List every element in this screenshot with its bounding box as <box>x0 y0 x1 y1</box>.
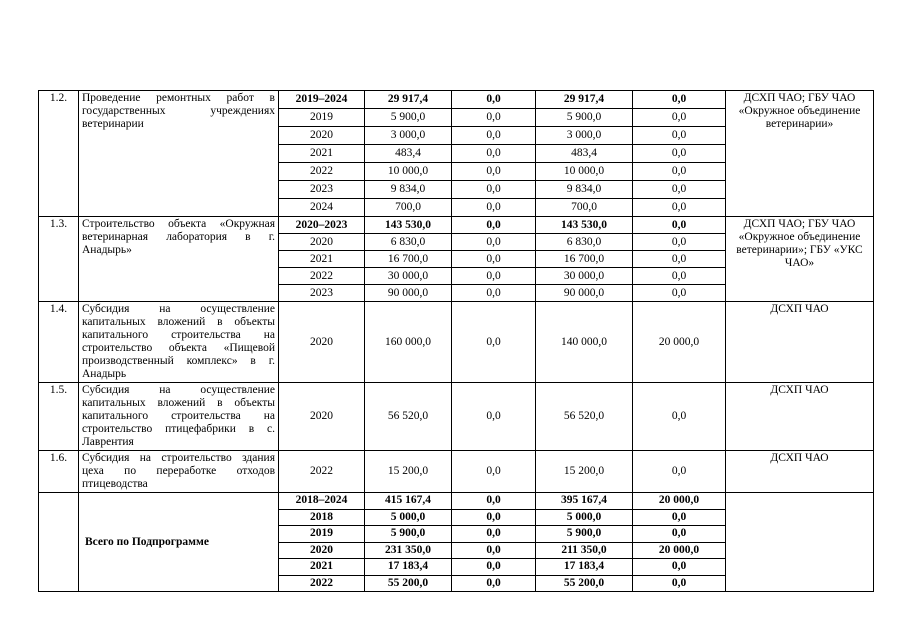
regional-amount-cell: 17 183,4 <box>536 559 633 576</box>
total-amount-cell: 30 000,0 <box>365 268 452 285</box>
total-amount-cell: 3 000,0 <box>365 127 452 145</box>
total-amount-cell: 415 167,4 <box>365 493 452 510</box>
other-amount-cell: 0,0 <box>633 109 726 127</box>
total-amount-cell: 483,4 <box>365 145 452 163</box>
total-amount-cell: 143 530,0 <box>365 217 452 234</box>
federal-amount-cell: 0,0 <box>452 493 536 510</box>
total-amount-cell: 9 834,0 <box>365 181 452 199</box>
executor-cell: ДСХП ЧАО <box>726 451 874 493</box>
regional-amount-cell: 143 530,0 <box>536 217 633 234</box>
federal-amount-cell: 0,0 <box>452 181 536 199</box>
period-cell: 2024 <box>279 199 365 217</box>
total-amount-cell: 55 200,0 <box>365 575 452 592</box>
federal-amount-cell: 0,0 <box>452 268 536 285</box>
total-amount-cell: 29 917,4 <box>365 91 452 109</box>
event-description: Субсидия на осуществление капитальных вложений в объекты капитального строительства на строительство птицефабрики в с. Лаврентия <box>79 383 279 451</box>
period-cell: 2020 <box>279 234 365 251</box>
other-amount-cell: 0,0 <box>633 526 726 543</box>
other-amount-cell: 0,0 <box>633 181 726 199</box>
period-cell: 2020 <box>279 542 365 559</box>
federal-amount-cell: 0,0 <box>452 285 536 302</box>
other-amount-cell: 0,0 <box>633 163 726 181</box>
regional-amount-cell: 10 000,0 <box>536 163 633 181</box>
federal-amount-cell: 0,0 <box>452 127 536 145</box>
period-cell: 2019 <box>279 526 365 543</box>
regional-amount-cell: 16 700,0 <box>536 251 633 268</box>
regional-amount-cell: 140 000,0 <box>536 302 633 383</box>
other-amount-cell: 20 000,0 <box>633 542 726 559</box>
total-executor-cell <box>726 493 874 592</box>
period-cell: 2022 <box>279 451 365 493</box>
regional-amount-cell: 55 200,0 <box>536 575 633 592</box>
row-number: 1.6. <box>39 451 79 493</box>
period-cell: 2021 <box>279 559 365 576</box>
other-amount-cell: 0,0 <box>633 559 726 576</box>
row-number: 1.5. <box>39 383 79 451</box>
federal-amount-cell: 0,0 <box>452 109 536 127</box>
period-cell: 2019–2024 <box>279 91 365 109</box>
other-amount-cell: 0,0 <box>633 251 726 268</box>
period-cell: 2020 <box>279 302 365 383</box>
other-amount-cell: 20 000,0 <box>633 302 726 383</box>
event-description: Строительство объекта «Окружная ветеринарная лаборатория в г. Анадырь» <box>79 217 279 302</box>
total-index-cell <box>39 493 79 592</box>
row-number: 1.2. <box>39 91 79 217</box>
other-amount-cell: 0,0 <box>633 575 726 592</box>
table-row <box>39 451 874 493</box>
federal-amount-cell: 0,0 <box>452 199 536 217</box>
row-number: 1.4. <box>39 302 79 383</box>
period-cell: 2020 <box>279 383 365 451</box>
other-amount-cell: 0,0 <box>633 509 726 526</box>
period-cell: 2023 <box>279 181 365 199</box>
other-amount-cell: 0,0 <box>633 383 726 451</box>
federal-amount-cell: 0,0 <box>452 575 536 592</box>
subprogram-total-label: Всего по Подпрограмме <box>79 493 279 592</box>
period-cell: 2021 <box>279 145 365 163</box>
regional-amount-cell: 395 167,4 <box>536 493 633 510</box>
other-amount-cell: 0,0 <box>633 285 726 302</box>
table-row <box>39 217 874 234</box>
total-amount-cell: 10 000,0 <box>365 163 452 181</box>
regional-amount-cell: 5 000,0 <box>536 509 633 526</box>
regional-amount-cell: 6 830,0 <box>536 234 633 251</box>
total-amount-cell: 15 200,0 <box>365 451 452 493</box>
period-cell: 2023 <box>279 285 365 302</box>
executor-cell: ДСХП ЧАО; ГБУ ЧАО «Окружное объединение ветеринарии» <box>726 91 874 217</box>
other-amount-cell: 0,0 <box>633 217 726 234</box>
total-amount-cell: 16 700,0 <box>365 251 452 268</box>
regional-amount-cell: 30 000,0 <box>536 268 633 285</box>
federal-amount-cell: 0,0 <box>452 251 536 268</box>
event-description: Проведение ремонтных работ в государственных учреждениях ветеринарии <box>79 91 279 217</box>
program-table <box>38 90 874 592</box>
regional-amount-cell: 211 350,0 <box>536 542 633 559</box>
period-cell: 2018–2024 <box>279 493 365 510</box>
total-amount-cell: 5 900,0 <box>365 109 452 127</box>
federal-amount-cell: 0,0 <box>452 217 536 234</box>
regional-amount-cell: 700,0 <box>536 199 633 217</box>
other-amount-cell: 0,0 <box>633 451 726 493</box>
federal-amount-cell: 0,0 <box>452 559 536 576</box>
regional-amount-cell: 9 834,0 <box>536 181 633 199</box>
period-cell: 2020 <box>279 127 365 145</box>
other-amount-cell: 0,0 <box>633 234 726 251</box>
federal-amount-cell: 0,0 <box>452 234 536 251</box>
total-amount-cell: 17 183,4 <box>365 559 452 576</box>
period-cell: 2018 <box>279 509 365 526</box>
federal-amount-cell: 0,0 <box>452 91 536 109</box>
executor-cell: ДСХП ЧАО; ГБУ ЧАО «Окружное объединение ветеринарии»; ГБУ «УКС ЧАО» <box>726 217 874 302</box>
regional-amount-cell: 3 000,0 <box>536 127 633 145</box>
federal-amount-cell: 0,0 <box>452 451 536 493</box>
event-description: Субсидия на строительство здания цеха по переработке отходов птицеводства <box>79 451 279 493</box>
other-amount-cell: 20 000,0 <box>633 493 726 510</box>
regional-amount-cell: 15 200,0 <box>536 451 633 493</box>
other-amount-cell: 0,0 <box>633 127 726 145</box>
regional-amount-cell: 5 900,0 <box>536 526 633 543</box>
other-amount-cell: 0,0 <box>633 268 726 285</box>
period-cell: 2022 <box>279 163 365 181</box>
regional-amount-cell: 29 917,4 <box>536 91 633 109</box>
event-description: Субсидия на осуществление капитальных вложений в объекты капитального строительства на строительство объекта «Пищевой производственный комплекс» в г. Анадырь <box>79 302 279 383</box>
period-cell: 2022 <box>279 268 365 285</box>
total-amount-cell: 5 900,0 <box>365 526 452 543</box>
federal-amount-cell: 0,0 <box>452 145 536 163</box>
regional-amount-cell: 90 000,0 <box>536 285 633 302</box>
period-cell: 2021 <box>279 251 365 268</box>
total-amount-cell: 700,0 <box>365 199 452 217</box>
executor-cell: ДСХП ЧАО <box>726 383 874 451</box>
total-amount-cell: 5 000,0 <box>365 509 452 526</box>
period-cell: 2019 <box>279 109 365 127</box>
period-cell: 2022 <box>279 575 365 592</box>
table-row <box>39 302 874 383</box>
row-number: 1.3. <box>39 217 79 302</box>
federal-amount-cell: 0,0 <box>452 302 536 383</box>
executor-cell: ДСХП ЧАО <box>726 302 874 383</box>
other-amount-cell: 0,0 <box>633 91 726 109</box>
regional-amount-cell: 5 900,0 <box>536 109 633 127</box>
other-amount-cell: 0,0 <box>633 199 726 217</box>
federal-amount-cell: 0,0 <box>452 509 536 526</box>
federal-amount-cell: 0,0 <box>452 163 536 181</box>
federal-amount-cell: 0,0 <box>452 542 536 559</box>
regional-amount-cell: 483,4 <box>536 145 633 163</box>
regional-amount-cell: 56 520,0 <box>536 383 633 451</box>
federal-amount-cell: 0,0 <box>452 383 536 451</box>
table-row <box>39 91 874 109</box>
total-amount-cell: 160 000,0 <box>365 302 452 383</box>
total-amount-cell: 6 830,0 <box>365 234 452 251</box>
table-row <box>39 383 874 451</box>
other-amount-cell: 0,0 <box>633 145 726 163</box>
period-cell: 2020–2023 <box>279 217 365 234</box>
total-amount-cell: 56 520,0 <box>365 383 452 451</box>
federal-amount-cell: 0,0 <box>452 526 536 543</box>
total-amount-cell: 231 350,0 <box>365 542 452 559</box>
total-amount-cell: 90 000,0 <box>365 285 452 302</box>
table-row <box>39 493 874 510</box>
